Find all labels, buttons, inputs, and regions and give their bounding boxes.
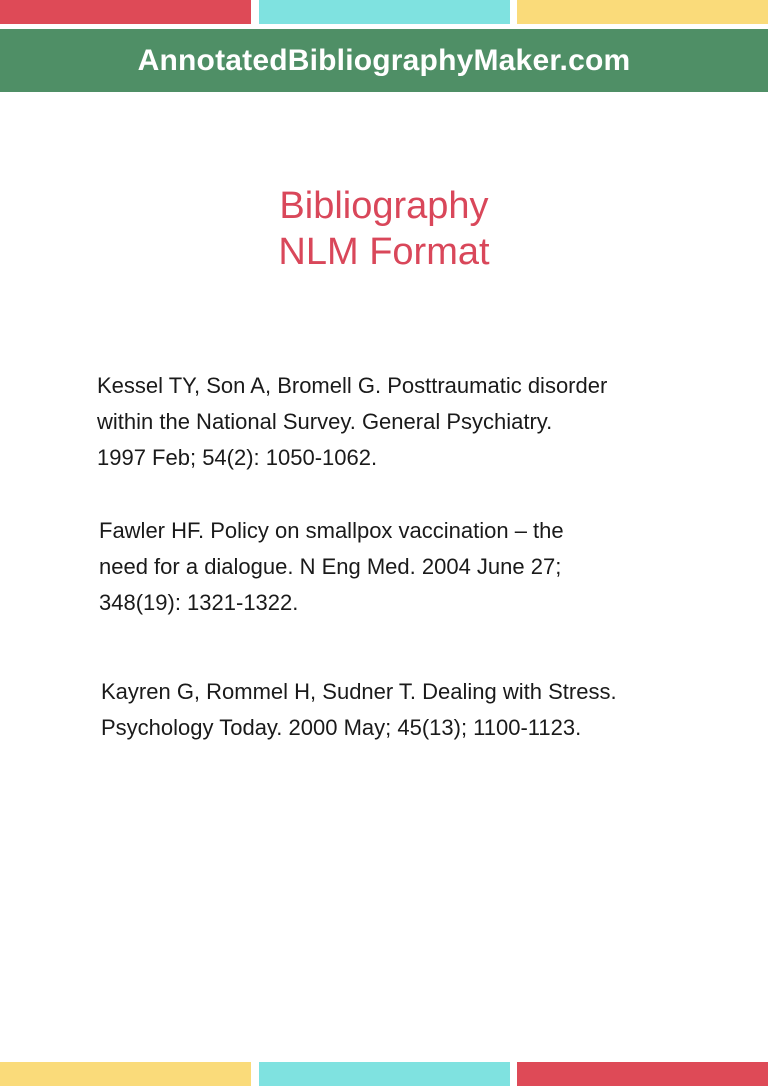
reference-line: 1997 Feb; 54(2): 1050-1062.	[97, 445, 378, 470]
reference-line: 348(19): 1321-1322.	[99, 590, 299, 615]
reference-line: Psychology Today. 2000 May; 45(13); 1100-1123.	[101, 715, 582, 740]
reference-line: need for a dialogue. N Eng Med. 2004 June 27;	[99, 554, 562, 579]
bottom-stripe-yellow	[0, 1062, 251, 1086]
title-line-2: NLM Format	[278, 231, 490, 273]
reference-entry	[101, 674, 617, 746]
page-title	[0, 183, 768, 275]
top-stripe-cyan	[259, 0, 510, 24]
top-stripe-yellow	[517, 0, 768, 24]
title-line-1: Bibliography	[279, 185, 489, 227]
reference-entry	[99, 513, 564, 621]
reference-line: Fawler HF. Policy on smallpox vaccination – the	[99, 518, 564, 543]
bottom-stripe-cyan	[259, 1062, 510, 1086]
site-name: AnnotatedBibliographyMaker.com	[137, 43, 631, 77]
reference-line: Kessel TY, Son A, Bromell G. Posttraumatic disorder	[97, 373, 608, 398]
bottom-stripe-red	[517, 1062, 768, 1086]
site-banner	[0, 29, 768, 92]
top-stripe-red	[0, 0, 251, 24]
reference-entry	[97, 368, 607, 476]
reference-line: within the National Survey. General Psychiatry.	[97, 409, 553, 434]
reference-line: Kayren G, Rommel H, Sudner T. Dealing with Stress.	[101, 679, 617, 704]
